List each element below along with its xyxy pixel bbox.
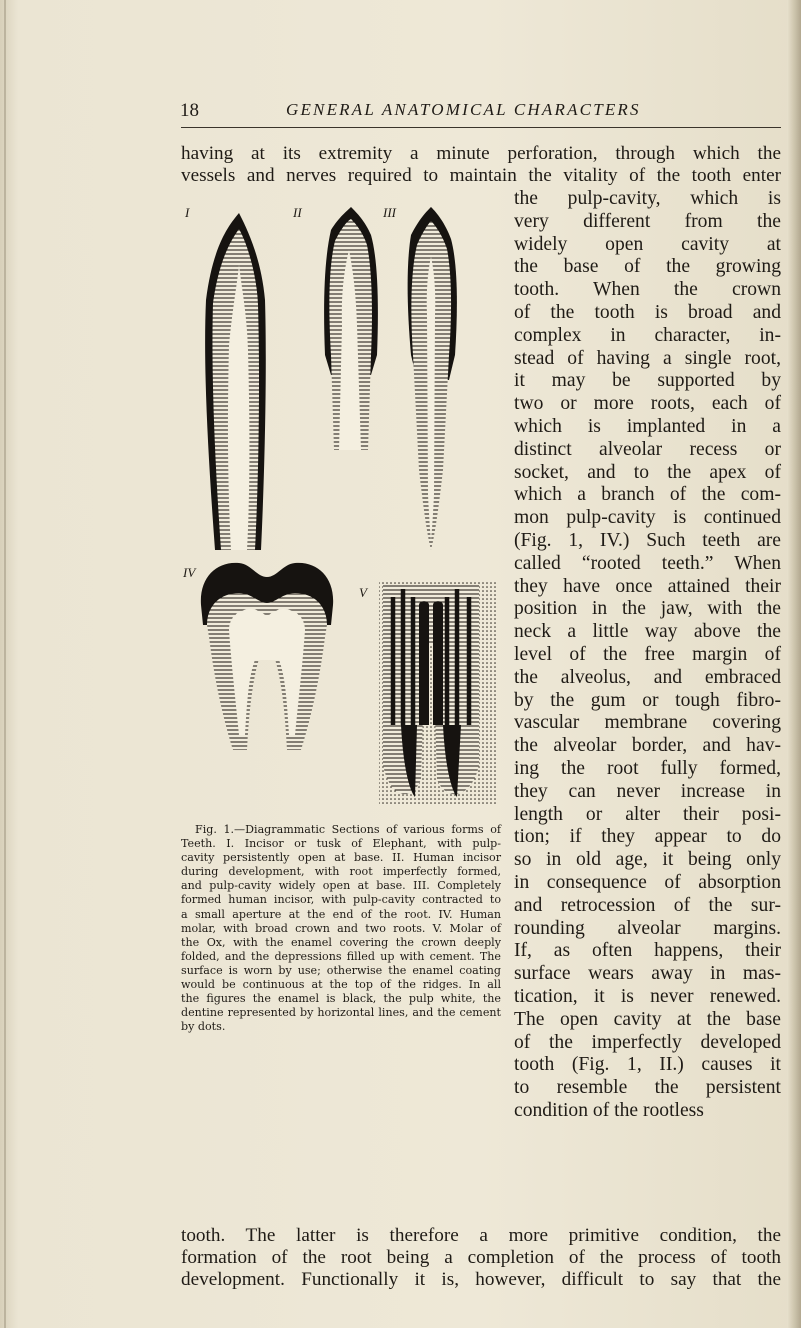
column-line: in consequence of absorption xyxy=(514,872,781,893)
tooth-section-iv xyxy=(201,563,333,750)
page-number: 18 xyxy=(180,100,199,121)
column-line: surface wears away in mas- xyxy=(514,963,781,985)
column-line: tooth (Fig. 1, II.) causes it xyxy=(514,1054,781,1076)
caption-line: the Ox, with the enamel covering the crown deeply xyxy=(181,935,501,949)
label-iii: III xyxy=(383,205,396,220)
column-line: they can never increase in xyxy=(514,780,781,802)
caption-line: would be continuous at the top of the ridges. In all xyxy=(181,978,501,992)
paragraph-line: tooth. The latter is therefore a more primitive condition, the xyxy=(181,1225,781,1246)
label-ii: II xyxy=(293,205,302,220)
column-line: the base of the growing xyxy=(514,256,781,278)
column-line: they have once attained their xyxy=(514,575,781,597)
column-line: stead of having a single root, xyxy=(514,347,781,369)
column-line: (Fig. 1, IV.) Such teeth are xyxy=(514,530,781,551)
tooth-section-iii xyxy=(408,207,457,550)
column-line: the alveolus, and embraced xyxy=(514,666,781,688)
column-line: If, as often happens, their xyxy=(514,940,781,962)
paragraph-line: formation of the root being a completion of the process of tooth xyxy=(181,1247,781,1268)
column-line: very different from the xyxy=(514,210,781,232)
column-line: neck a little way above the xyxy=(514,621,781,643)
caption-line: dentine represented by horizontal lines, and the cement xyxy=(181,1006,501,1020)
caption-line: a small aperture at the end of the root. IV. Human xyxy=(181,907,501,921)
column-line: to resemble the persistent xyxy=(514,1077,781,1099)
caption-line: and pulp-cavity widely open at base. III. Completely xyxy=(181,879,501,893)
caption-line: by dots. xyxy=(181,1020,226,1034)
caption-line: formed human incisor, with pulp-cavity contracted to xyxy=(181,893,501,907)
caption-line: folded, and the depressions filled up with cement. The xyxy=(181,949,501,963)
figure-tooth-sections xyxy=(181,205,511,815)
caption-line: the figures the enamel is black, the pulp white, the xyxy=(181,992,501,1006)
tooth-diagram xyxy=(181,205,511,815)
paragraph-line: development. Functionally it is, however, difficult to say that the xyxy=(181,1269,781,1290)
column-line: tication, it is never renewed. xyxy=(514,986,781,1007)
page-header xyxy=(180,100,780,130)
column-line: of the imperfectly developed xyxy=(514,1031,781,1053)
column-line: mon pulp-cavity is continued xyxy=(514,507,781,529)
binding-edge xyxy=(4,0,6,1328)
column-line: the alveolar border, and hav- xyxy=(514,735,781,757)
column-line: rounding alveolar margins. xyxy=(514,917,781,939)
header-rule xyxy=(181,127,781,128)
page-edge-shadow xyxy=(787,0,801,1328)
label-iv: IV xyxy=(183,565,196,580)
column-line: length or alter their posi- xyxy=(514,803,781,825)
column-line: position in the jaw, with the xyxy=(514,598,781,620)
paragraph-line: having at its extremity a minute perforation, through which the xyxy=(181,143,781,164)
tooth-section-v xyxy=(379,580,497,805)
column-line: widely open cavity at xyxy=(514,233,781,255)
column-line: which is implanted in a xyxy=(514,416,781,437)
paragraph-line: vessels and nerves required to maintain the vitality of the tooth enter xyxy=(181,165,781,186)
column-line: the pulp-cavity, which is xyxy=(514,188,781,209)
column-line: socket, and to the apex of xyxy=(514,461,781,483)
column-line: The open cavity at the base xyxy=(514,1008,781,1030)
column-line: of the tooth is broad and xyxy=(514,302,781,323)
caption-line: cavity persistently open at base. II. Human incisor xyxy=(181,851,501,865)
label-v: V xyxy=(359,585,367,600)
caption-line: during development, with root imperfectly formed, xyxy=(181,865,501,879)
caption-title: Fig. 1.—Diagrammatic Sections of various forms of xyxy=(195,823,501,836)
tooth-section-i xyxy=(205,213,266,550)
column-line: so in old age, it being only xyxy=(514,849,781,871)
column-line: complex in character, in- xyxy=(514,324,781,346)
column-line: two or more roots, each of xyxy=(514,393,781,415)
column-line: distinct alveolar recess or xyxy=(514,438,781,460)
caption-line: surface is worn by use; otherwise the enamel coating xyxy=(181,963,501,977)
column-line: which a branch of the com- xyxy=(514,484,781,506)
caption-line: molar, with broad crown and two roots. V. Molar of xyxy=(181,921,501,935)
column-line: and retrocession of the sur- xyxy=(514,894,781,916)
label-i: I xyxy=(185,205,190,220)
caption-line: Teeth. I. Incisor or tusk of Elephant, with pulp- xyxy=(181,837,501,851)
running-head: GENERAL ANATOMICAL CHARACTERS xyxy=(286,100,641,119)
column-line: vascular membrane covering xyxy=(514,712,781,734)
column-line: level of the free margin of xyxy=(514,644,781,665)
column-line: by the gum or tough fibro- xyxy=(514,689,781,711)
column-line: ing the root fully formed, xyxy=(514,758,781,779)
column-line: it may be supported by xyxy=(514,370,781,392)
column-line: called “rooted teeth.” When xyxy=(514,552,781,574)
tooth-section-ii xyxy=(324,207,378,450)
column-line: condition of the rootless xyxy=(514,1100,704,1121)
column-line: tooth. When the crown xyxy=(514,279,781,301)
figure-caption xyxy=(181,823,501,1034)
column-line: tion; if they appear to do xyxy=(514,826,781,848)
